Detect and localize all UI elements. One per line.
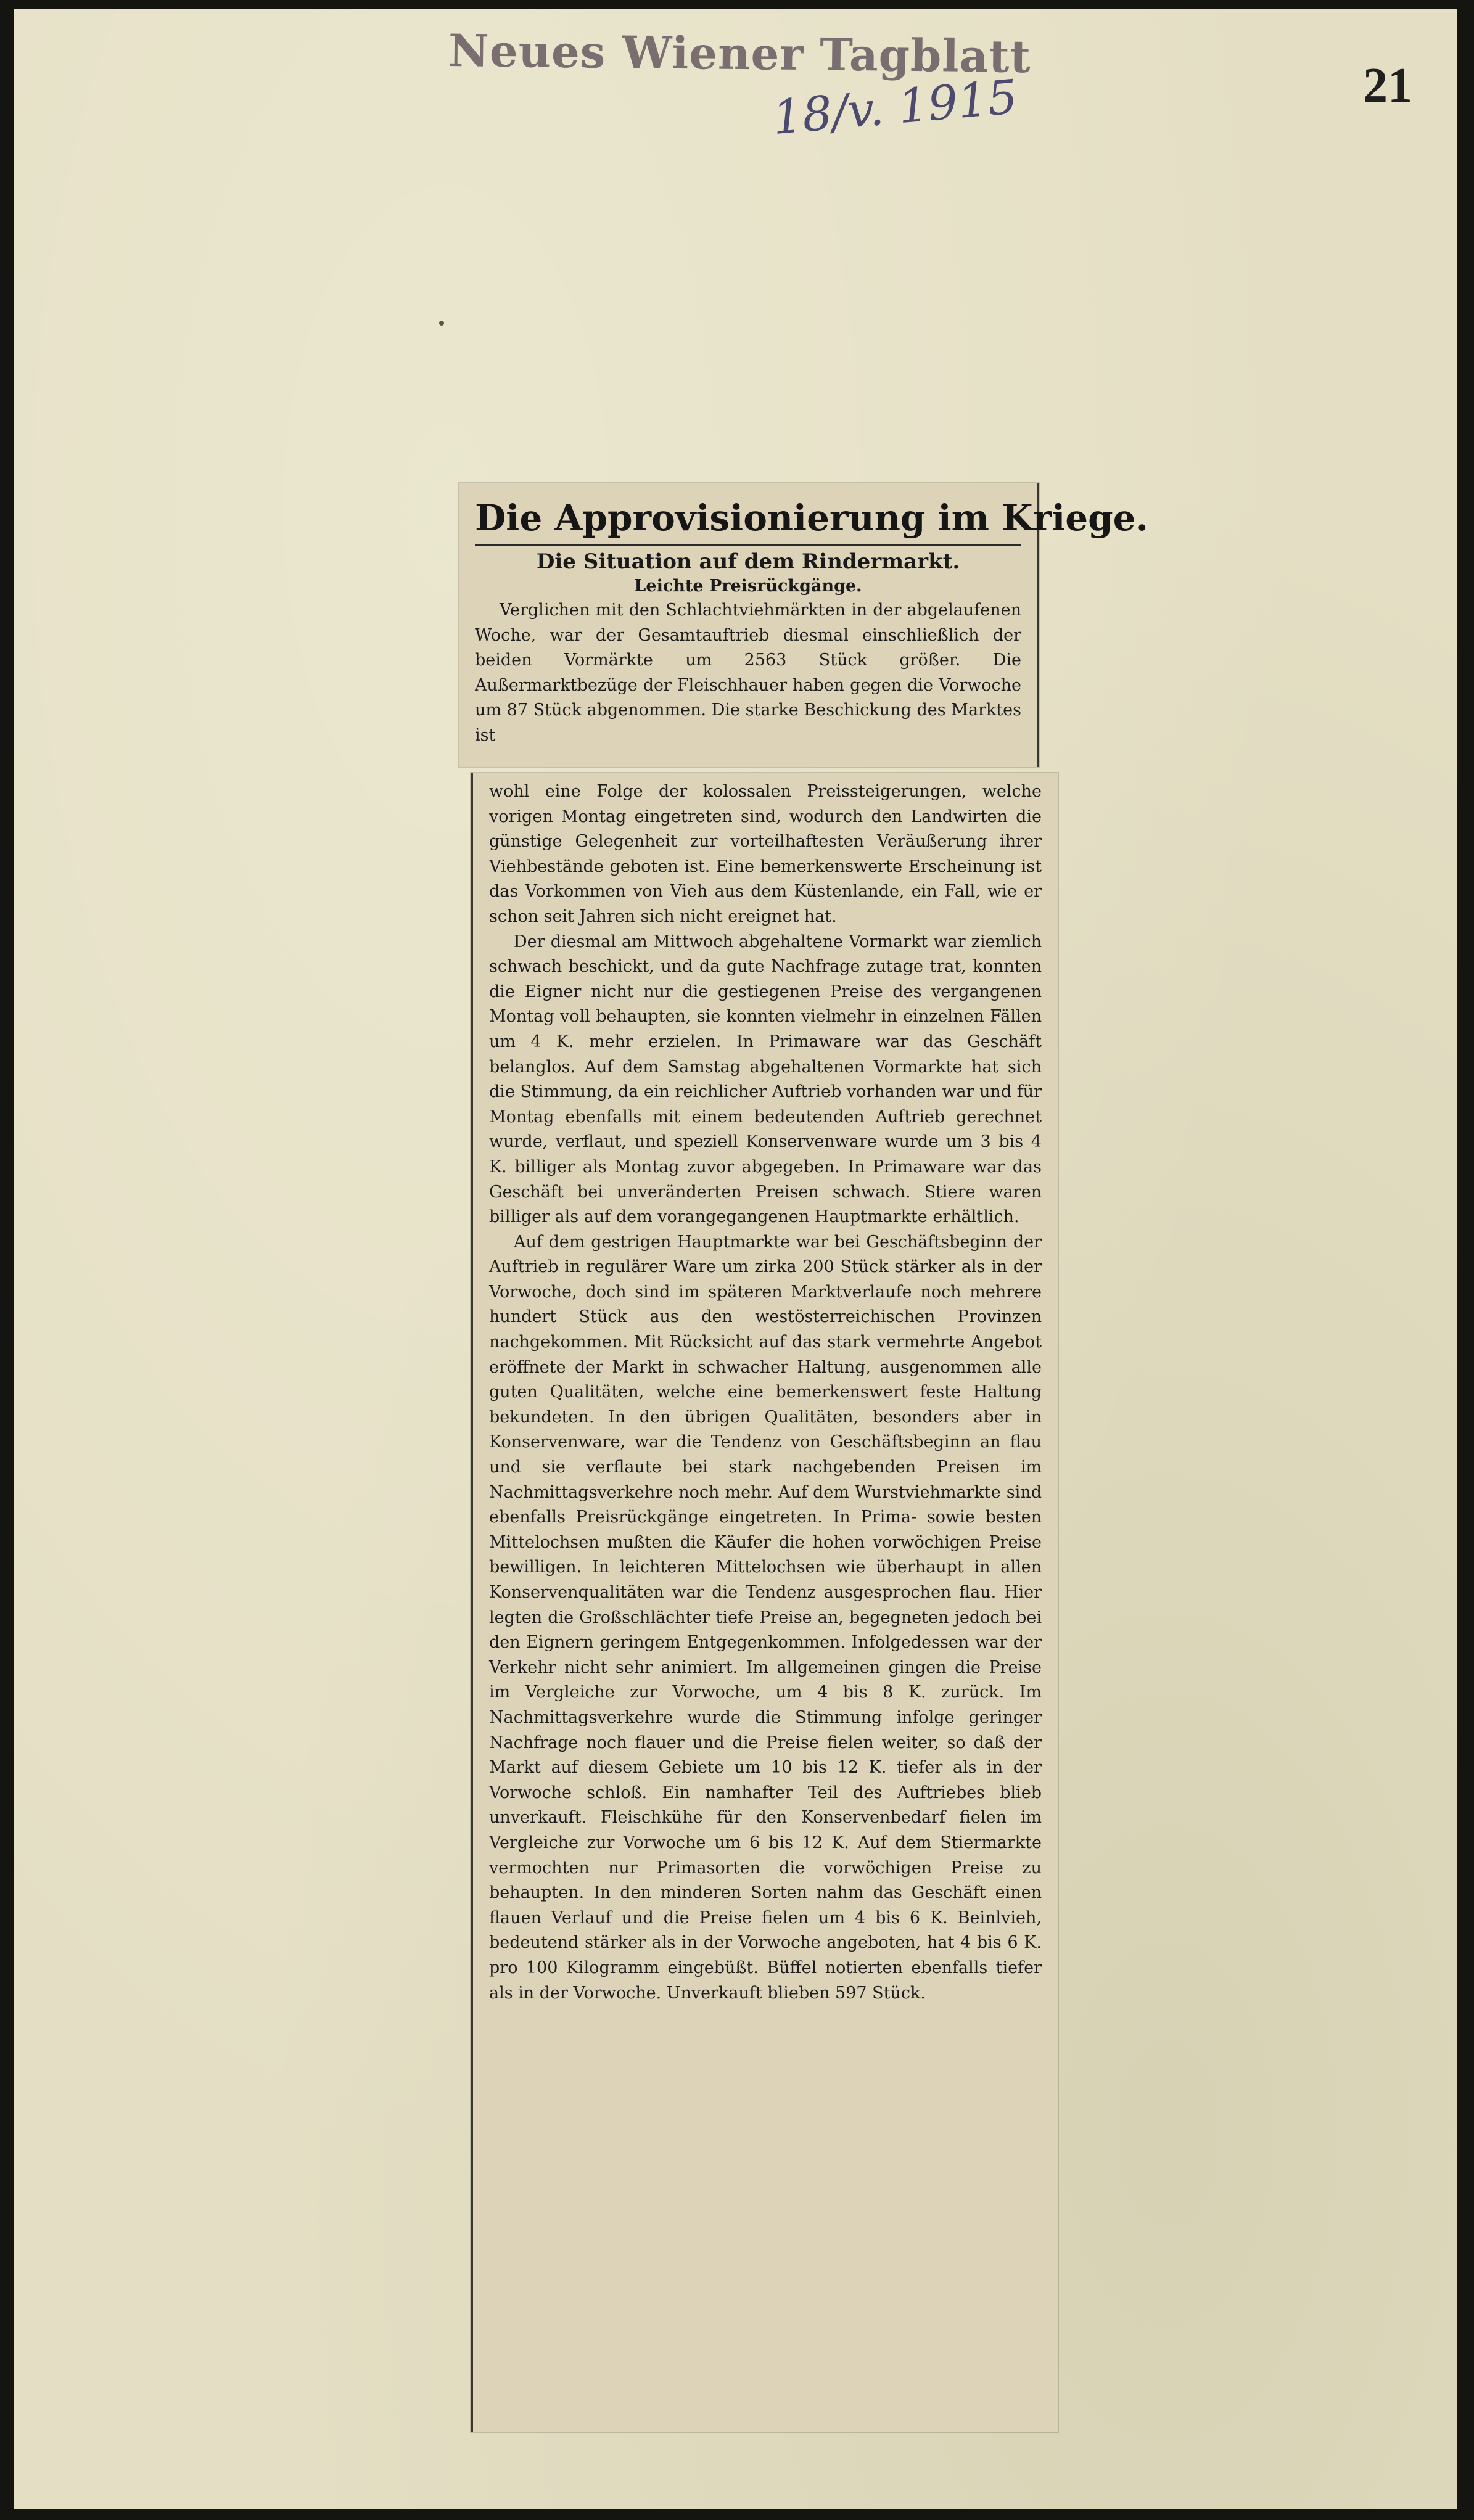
article-headline: Die Approvisionierung im Kriege.	[475, 497, 1148, 539]
article-subheadline: Die Situation auf dem Rindermarkt.	[536, 549, 960, 574]
article-paragraph: wohl eine Folge der kolossalen Preissteigerungen, welche vorigen Montag eingetreten sind, wodurch den Landwirten die günstige Gelegenheit zur vorteilhaftesten Veräußerung ihrer Viehbestände geboten ist. Eine bemerkenswerte Erscheinung ist das Vorkommen von Vieh aus dem Küstenlande, ein Fall, wie er schon seit Jahren sich nicht ereignet hat.	[489, 782, 1042, 926]
handwritten-date: 18/v. 1915	[770, 68, 1020, 146]
article-paragraph: Verglichen mit den Schlachtviehmärkten in der abgelaufenen Woche, war der Gesamtauftrieb diesmal einschließlich der beiden Vormärkte um 2563 Stück größer. Die Außermarktbezüge der Fleischhauer haben gegen die Vorwoche um 87 Stück abgenommen. Die starke Beschickung des Marktes ist	[475, 601, 1021, 745]
article-paragraph: Der diesmal am Mittwoch abgehaltene Vormarkt war ziemlich schwach beschickt, und da gute Nachfrage zutage trat, konnten die Eigner nicht nur die gestiegenen Preise des vergangenen Montag voll behaupten, sie konnten vielmehr in einzelnen Fällen um 4 K. mehr erzielen. In Primaware war das Geschäft belanglos. Auf dem Samstag abgehaltenen Vormarkte hat sich die Stimmung, da ein reichlicher Auftrieb vorhanden war und für Montag ebenfalls mit einem bedeutenden Auftrieb gerechnet wurde, verflaut, und speziell Konservenware wurde um 3 bis 4 K. billiger als Montag zuvor abgegeben. In Primaware war das Geschäft bei unveränderten Preisen schwach. Stiere waren billiger als auf dem vorangegangenen Hauptmarkte erhältlich.	[489, 932, 1042, 1227]
page-number: 21	[1363, 59, 1412, 113]
headline-rule	[475, 544, 1021, 546]
paper-speck	[439, 321, 444, 326]
masthead-stamp: Neues Wiener Tagblatt	[448, 24, 1032, 83]
article-column	[489, 779, 1042, 2006]
clipping-bottom	[471, 773, 1058, 2432]
article-paragraph: Auf dem gestrigen Hauptmarkte war bei Geschäftsbeginn der Auftrieb in regulärer Ware um zirka 200 Stück stärker als in der Vorwoche, doch sind im späteren Marktverlaufe noch mehrere hundert Stück aus den westösterreichischen Provinzen nachgekommen. Mit Rücksicht auf das stark vermehrte Angebot eröffnete der Markt in schwacher Haltung, ausgenommen alle guten Qualitäten, welche eine bemerkenswert feste Haltung bekundeten. In den übrigen Qualitäten, besonders aber in Konservenware, war die Tendenz von Geschäftsbeginn an flau und sie verflaute bei stark nachgebenden Preisen im Nachmittagsverkehre noch mehr. Auf dem Wurstviehmarkte sind ebenfalls Preisrückgänge eingetreten. In Prima- sowie besten Mittelochsen mußten die Käufer die hohen vorwöchigen Preise bewilligen. In leichteren Mittelochsen wie überhaupt in allen Konservenqualitäten war die Tendenz ausgesprochen flau. Hier legten die Großschlächter tiefe Preise an, begegneten jedoch bei den Eignern geringem Entgegenkommen. Infolgedessen war der Verkehr nicht sehr animiert. Im allgemeinen gingen die Preise im Vergleiche zur Vorwoche, um 4 bis 8 K. zurück. Im Nachmittagsverkehre wurde die Stimmung infolge geringer Nachfrage noch flauer und die Preise fielen weiter, so daß der Markt auf diesem Gebiete um 10 bis 12 K. tiefer als in der Vorwoche schloß. Ein namhafter Teil des Auftriebes blieb unverkauft. Fleischkühe für den Konservenbedarf fielen im Vergleiche zur Vorwoche um 6 bis 12 K. Auf dem Stiermarkte vermochten nur Primasorten die vorwöchigen Preise zu behaupten. In den minderen Sorten nahm das Geschäft einen flauen Verlauf und die Preise fielen um 4 bis 6 K. Beinlvieh, bedeutend stärker als in der Vorwoche angeboten, hat 4 bis 6 K. pro 100 Kilogramm eingebüßt. Büffel notierten ebenfalls tiefer als in der Vorwoche. Unverkauft blieben 597 Stück.	[489, 1232, 1042, 2003]
archive-sheet	[14, 9, 1457, 2509]
clipping-top	[459, 483, 1148, 767]
article-kicker: Leichte Preisrückgänge.	[634, 577, 862, 596]
